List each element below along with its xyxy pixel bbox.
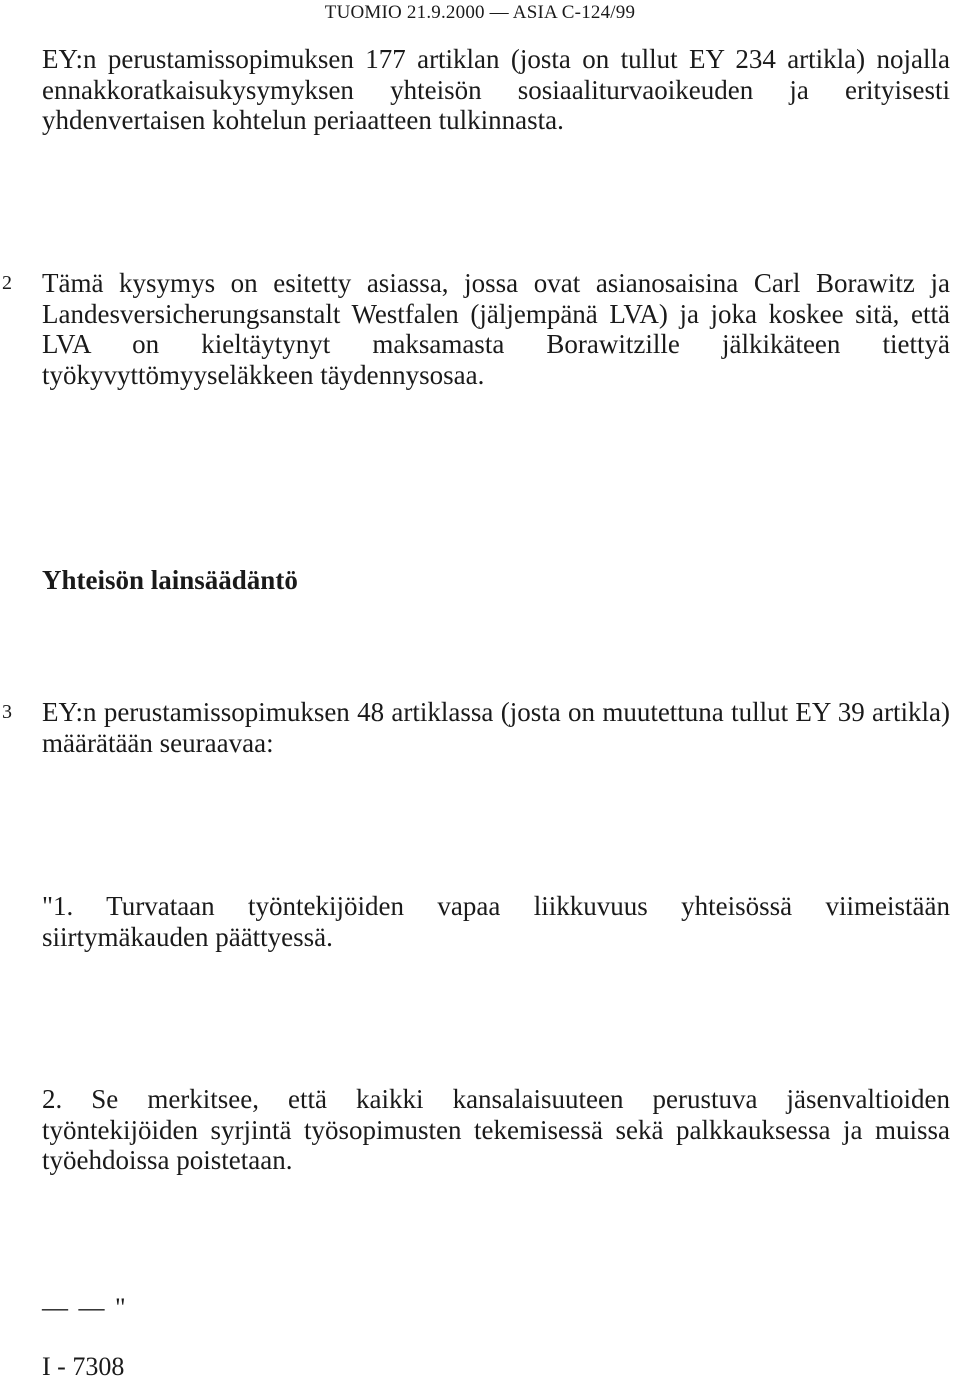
running-header: TUOMIO 21.9.2000 — ASIA C-124/99: [324, 2, 636, 23]
paragraph-3: EY:n perustamissopimuksen 48 artiklassa (josta on muutettuna tullut EY 39 artikla) määrätään seuraavaa:: [42, 697, 950, 758]
paragraph-2: Tämä kysymys on esitetty asiassa, jossa ovat asianosaisina Carl Borawitz ja Landesversicherungsanstalt Westfalen (jäljempänä LVA) ja joka koskee sitä, että LVA on kieltäytynyt maksamasta Borawitzille jälkikäteen tiettyä työkyvyttömyyseläkkeen täydennysosaa.: [42, 268, 950, 390]
quoted-point-1: "1. Turvataan työntekijöiden vapaa liikkuvuus yhteisössä viimeistään siirtymäkauden päättyessä.: [42, 891, 950, 952]
quoted-point-2: 2. Se merkitsee, että kaikki kansalaisuuteen perustuva jäsenvaltioiden työntekijöiden syrjintä työsopimusten tekemisessä sekä palkkauksessa ja muissa työehdoissa poistetaan.: [42, 1084, 950, 1175]
page-number: I - 7308: [42, 1352, 125, 1381]
intro-paragraph: EY:n perustamissopimuksen 177 artiklan (josta on tullut EY 234 artikla) nojalla ennakkoratkaisukysymyksen yhteisön sosiaaliturvaoikeuden ja erityisesti yhdenvertaisen kohtelun periaatteen tulkinnasta.: [42, 44, 950, 135]
section-heading: Yhteisön lainsäädäntö: [42, 565, 298, 595]
paragraph-number: 3: [2, 701, 12, 723]
closing-quote-mark: — — ": [42, 1293, 128, 1322]
paragraph-number: 2: [2, 272, 12, 294]
